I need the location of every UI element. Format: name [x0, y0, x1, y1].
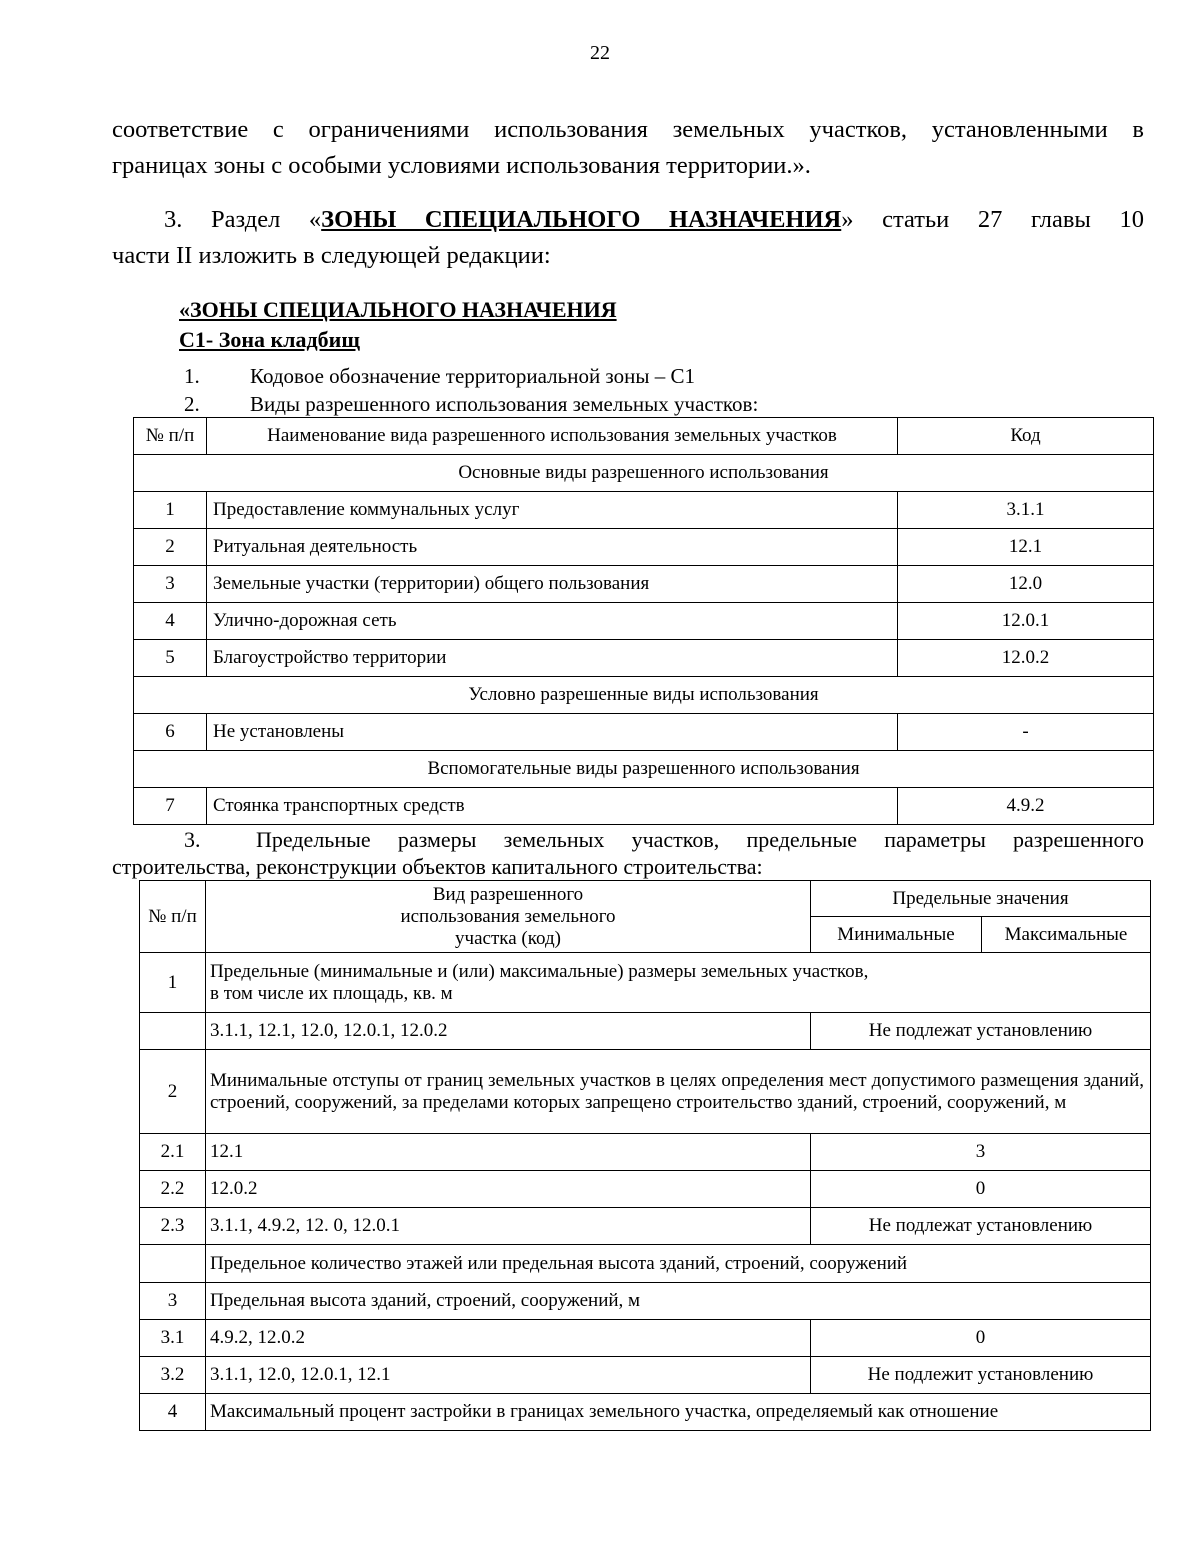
header-num: № п/п — [140, 881, 206, 953]
limits-table — [139, 880, 1151, 1431]
table-row — [140, 1171, 1151, 1208]
item-number: 3. — [184, 827, 201, 852]
table-row — [140, 1283, 1151, 1320]
row-number: 3.1 — [140, 1320, 206, 1357]
section-title: Вспомогательные виды разрешенного использования — [134, 751, 1154, 788]
table-row — [134, 640, 1154, 677]
table-row — [134, 566, 1154, 603]
row-number — [140, 1013, 206, 1050]
table-row — [134, 492, 1154, 529]
item-number: 1. — [184, 364, 200, 388]
table-row — [140, 953, 1151, 1013]
use-code: 12.0.2 — [898, 640, 1154, 677]
use-name: Ритуальная деятельность — [207, 529, 898, 566]
table-row — [134, 603, 1154, 640]
table-header-row — [140, 881, 1151, 917]
use-codes: 3.1.1, 4.9.2, 12. 0, 12.0.1 — [206, 1208, 811, 1245]
use-code: 3.1.1 — [898, 492, 1154, 529]
section-row — [134, 455, 1154, 492]
intro-line: границах зоны с особыми условиями использования территории.». — [112, 152, 811, 179]
limit-value: 3 — [811, 1134, 1151, 1171]
use-name: Улично-дорожная сеть — [207, 603, 898, 640]
parameter-description: Предельная высота зданий, строений, сооружений, м — [206, 1283, 1151, 1320]
item-3-paragraph — [112, 826, 1144, 880]
page-number: 22 — [590, 42, 610, 64]
limit-value: Не подлежат установлению — [811, 1208, 1151, 1245]
header-limits: Предельные значения — [811, 881, 1151, 917]
item-3-line1: Предельные размеры земельных участков, предельные параметры разрешенного — [256, 827, 1144, 852]
row-number: 2.3 — [140, 1208, 206, 1245]
point-3-line2: части II изложить в следующей редакции: — [112, 242, 551, 269]
use-code: - — [898, 714, 1154, 751]
subheading: С1- Зона кладбищ — [179, 327, 360, 352]
row-number: 7 — [134, 788, 207, 825]
row-number: 5 — [134, 640, 207, 677]
row-number: 3 — [140, 1283, 206, 1320]
row-number: 2.1 — [140, 1134, 206, 1171]
use-name: Не установлены — [207, 714, 898, 751]
use-code: 4.9.2 — [898, 788, 1154, 825]
heading: «ЗОНЫ СПЕЦИАЛЬНОГО НАЗНАЧЕНИЯ — [179, 297, 617, 322]
intro-paragraph — [112, 112, 1144, 184]
use-code: 12.1 — [898, 529, 1154, 566]
header-name: Наименование вида разрешенного использования земельных участков — [207, 418, 898, 455]
list-item — [184, 392, 758, 417]
table-row — [140, 1394, 1151, 1431]
header-type: Вид разрешенного использования земельного участка (код) — [206, 881, 811, 953]
use-code: 12.0.1 — [898, 603, 1154, 640]
row-number: 6 — [134, 714, 207, 751]
row-number — [140, 1245, 206, 1283]
item-3-line2: строительства, реконструкции объектов капитального строительства: — [112, 854, 763, 879]
point-3-prefix: 3. Раздел « — [164, 206, 322, 233]
section-name: ЗОНЫ СПЕЦИАЛЬНОГО НАЗНАЧЕНИЯ — [321, 206, 842, 233]
table-row — [134, 529, 1154, 566]
section-title: Основные виды разрешенного использования — [134, 455, 1154, 492]
header-num: № п/п — [134, 418, 207, 455]
point-3-suffix: » статьи 27 главы 10 — [841, 206, 1145, 233]
header-max: Максимальные — [982, 917, 1151, 953]
use-codes: 12.1 — [206, 1134, 811, 1171]
use-name: Земельные участки (территории) общего пользования — [207, 566, 898, 603]
use-name: Стоянка транспортных средств — [207, 788, 898, 825]
limit-value: Не подлежат установлению — [811, 1013, 1151, 1050]
intro-line: соответствие с ограничениями использования земельных участков, установленными в — [112, 116, 1144, 143]
parameter-description: Минимальные отступы от границ земельных участков в целях определения мест допустимого размещения зданий, строений, сооружений, за пределами которых запрещено строительство зданий, строений, сооружений, м — [206, 1050, 1151, 1134]
limit-value: Не подлежит установлению — [811, 1357, 1151, 1394]
use-codes: 4.9.2, 12.0.2 — [206, 1320, 811, 1357]
row-number: 4 — [134, 603, 207, 640]
section-row — [134, 751, 1154, 788]
item-text: Кодовое обозначение территориальной зоны – С1 — [250, 364, 695, 388]
table-header-row — [134, 418, 1154, 455]
point-3-paragraph — [112, 202, 1144, 274]
use-name: Предоставление коммунальных услуг — [207, 492, 898, 529]
use-code: 12.0 — [898, 566, 1154, 603]
item-number: 2. — [184, 392, 200, 416]
parameter-description: Предельное количество этажей или предельная высота зданий, строений, сооружений — [206, 1245, 1151, 1283]
table-row — [140, 1320, 1151, 1357]
table-row — [140, 1208, 1151, 1245]
table-row — [140, 1357, 1151, 1394]
row-number: 1 — [134, 492, 207, 529]
table-row — [134, 788, 1154, 825]
limit-value: 0 — [811, 1171, 1151, 1208]
table-row — [140, 1013, 1151, 1050]
table-row — [140, 1245, 1151, 1283]
header-min: Минимальные — [811, 917, 982, 953]
table-row — [140, 1134, 1151, 1171]
section-title: Условно разрешенные виды использования — [134, 677, 1154, 714]
limit-value: 0 — [811, 1320, 1151, 1357]
row-number: 1 — [140, 953, 206, 1013]
header-code: Код — [898, 418, 1154, 455]
use-codes: 3.1.1, 12.0, 12.0.1, 12.1 — [206, 1357, 811, 1394]
table-row — [140, 1050, 1151, 1134]
row-number: 2 — [140, 1050, 206, 1134]
list-item — [184, 364, 695, 389]
permitted-uses-table — [133, 417, 1154, 825]
row-number: 3.2 — [140, 1357, 206, 1394]
section-row — [134, 677, 1154, 714]
use-name: Благоустройство территории — [207, 640, 898, 677]
row-number: 4 — [140, 1394, 206, 1431]
use-codes: 12.0.2 — [206, 1171, 811, 1208]
parameter-description: Предельные (минимальные и (или) максимальные) размеры земельных участков, в том числе их площадь, кв. м — [206, 953, 1151, 1013]
row-number: 2.2 — [140, 1171, 206, 1208]
row-number: 2 — [134, 529, 207, 566]
table-row — [134, 714, 1154, 751]
parameter-description: Максимальный процент застройки в границах земельного участка, определяемый как отношение — [206, 1394, 1151, 1431]
use-codes: 3.1.1, 12.1, 12.0, 12.0.1, 12.0.2 — [206, 1013, 811, 1050]
item-text: Виды разрешенного использования земельных участков: — [250, 392, 759, 416]
row-number: 3 — [134, 566, 207, 603]
